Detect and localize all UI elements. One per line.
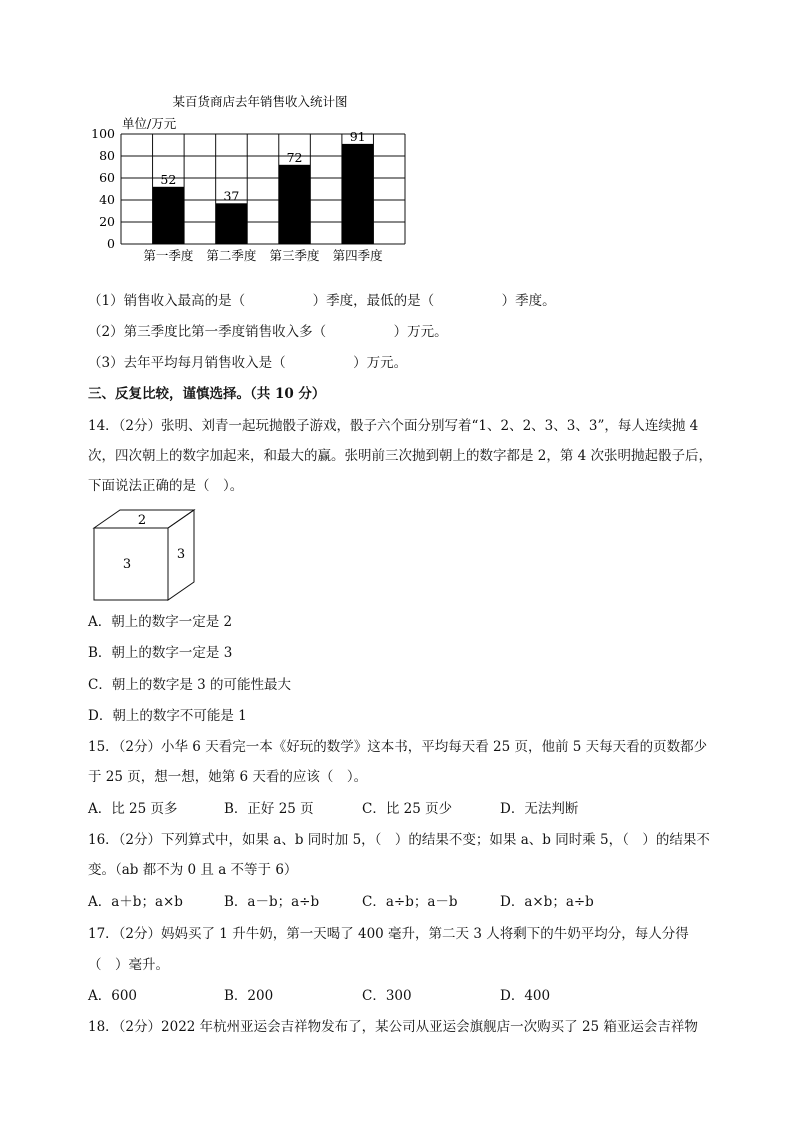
q18-line-1: 18．（2分）2022 年杭州亚运会吉祥物发布了，某公司从亚运会旗舰店一次购买了 25 箱亚运会吉祥物 [88, 1019, 698, 1035]
q14-line-3: 下面说法正确的是（ ）。 [88, 478, 244, 494]
chart-ytick-label-0: 0 [107, 236, 115, 251]
dice-cube-figure [92, 508, 202, 604]
q14-line-2: 次，四次朝上的数字加起来，和最大的赢。张明前三次抛到朝上的数字都是 2，第 4 次张明抛起骰子后， [88, 448, 713, 464]
q17-option-d: D．400 [500, 988, 551, 1004]
q17-line-1: 17．（2分）妈妈买了 1 升牛奶，第一天喝了 400 毫升，第二天 3 人将剩下的牛奶平均分，每人分得 [88, 926, 689, 942]
q15-line-1: 15．（2分）小华 6 天看完一本《好玩的数学》这本书，平均每天看 25 页，他前 5 天每天看的页数都少 [88, 739, 708, 755]
cube-side-number: 3 [176, 547, 186, 562]
q15-option-b: B．正好 25 页 [224, 801, 314, 817]
chart-question-1: （1）销售收入最高的是（ ）季度，最低的是（ ）季度。 [88, 293, 556, 309]
chart-y-axis [91, 126, 115, 251]
q17-line-2: （ ）毫升。 [88, 957, 169, 973]
q14-option-c: C．朝上的数字是 3 的可能性最大 [88, 677, 292, 693]
chart-category-label-2: 第三季度 [269, 248, 320, 263]
q14-option-d: D．朝上的数字不可能是 1 [88, 708, 247, 724]
q15-option-d: D．无法判断 [500, 801, 579, 817]
chart-data-label-2: 72 [286, 149, 303, 165]
chart-data-label-3: 91 [349, 128, 366, 144]
chart-unit-label: 单位/万元 [122, 116, 177, 131]
q14-line-1: 14．（2分）张明、刘青一起玩抛骰子游戏，骰子六个面分别写着“1、2、2、3、3、3”，每人连续抛 4 [88, 418, 699, 434]
chart-ytick-label-4: 80 [99, 148, 115, 163]
chart-bar-1 [216, 203, 248, 244]
q16-option-b: B．a－b；a÷b [224, 894, 320, 910]
chart-data-label-1: 37 [223, 188, 240, 204]
q16-option-d: D．a×b；a÷b [500, 894, 594, 910]
section-3-title: 三、反复比较，谨慎选择。（共 10 分） [88, 386, 326, 402]
sales-bar-chart [88, 88, 428, 268]
q17-option-b: B．200 [224, 988, 274, 1004]
cube-front-number: 3 [122, 557, 132, 572]
chart-x-axis [143, 248, 383, 263]
chart-bars [153, 129, 374, 244]
q17-option-a: A．600 [88, 988, 138, 1004]
q16-line-2: 变。（ab 都不为 0 且 a 不等于 6） [88, 862, 298, 878]
chart-bar-0 [153, 187, 185, 244]
chart-bar-3 [342, 144, 374, 244]
q17-option-c: C．300 [362, 988, 412, 1004]
chart-ytick-label-5: 100 [91, 126, 115, 141]
q15-option-a: A．比 25 页多 [88, 801, 178, 817]
q15-line-2: 于 25 页，想一想，她第 6 天看的应该（ ）。 [88, 769, 368, 785]
chart-bar-2 [279, 165, 311, 244]
q15-option-c: C．比 25 页少 [362, 801, 453, 817]
cube-top-number: 2 [137, 513, 147, 528]
chart-category-label-0: 第一季度 [143, 248, 194, 263]
q16-line-1: 16．（2分）下列算式中，如果 a、b 同时加 5，（ ）的结果不变；如果 a、b 同时乘 5，（ ）的结果不 [88, 832, 710, 848]
chart-ytick-label-3: 60 [99, 170, 115, 185]
chart-data-label-0: 52 [160, 171, 177, 187]
q16-option-c: C．a÷b；a－b [362, 894, 458, 910]
q16-option-a: A．a＋b；a×b [88, 894, 183, 910]
chart-ytick-label-1: 20 [99, 214, 115, 229]
q14-option-b: B．朝上的数字一定是 3 [88, 645, 233, 661]
chart-question-3: （3）去年平均每月销售收入是（ ）万元。 [88, 355, 408, 371]
chart-category-label-3: 第四季度 [332, 248, 383, 263]
chart-ytick-label-2: 40 [99, 192, 115, 207]
chart-question-2: （2）第三季度比第一季度销售收入多（ ）万元。 [88, 324, 448, 340]
chart-title: 某百货商店去年销售收入统计图 [172, 94, 348, 109]
q14-option-a: A．朝上的数字一定是 2 [88, 614, 233, 630]
chart-category-label-1: 第二季度 [206, 248, 257, 263]
